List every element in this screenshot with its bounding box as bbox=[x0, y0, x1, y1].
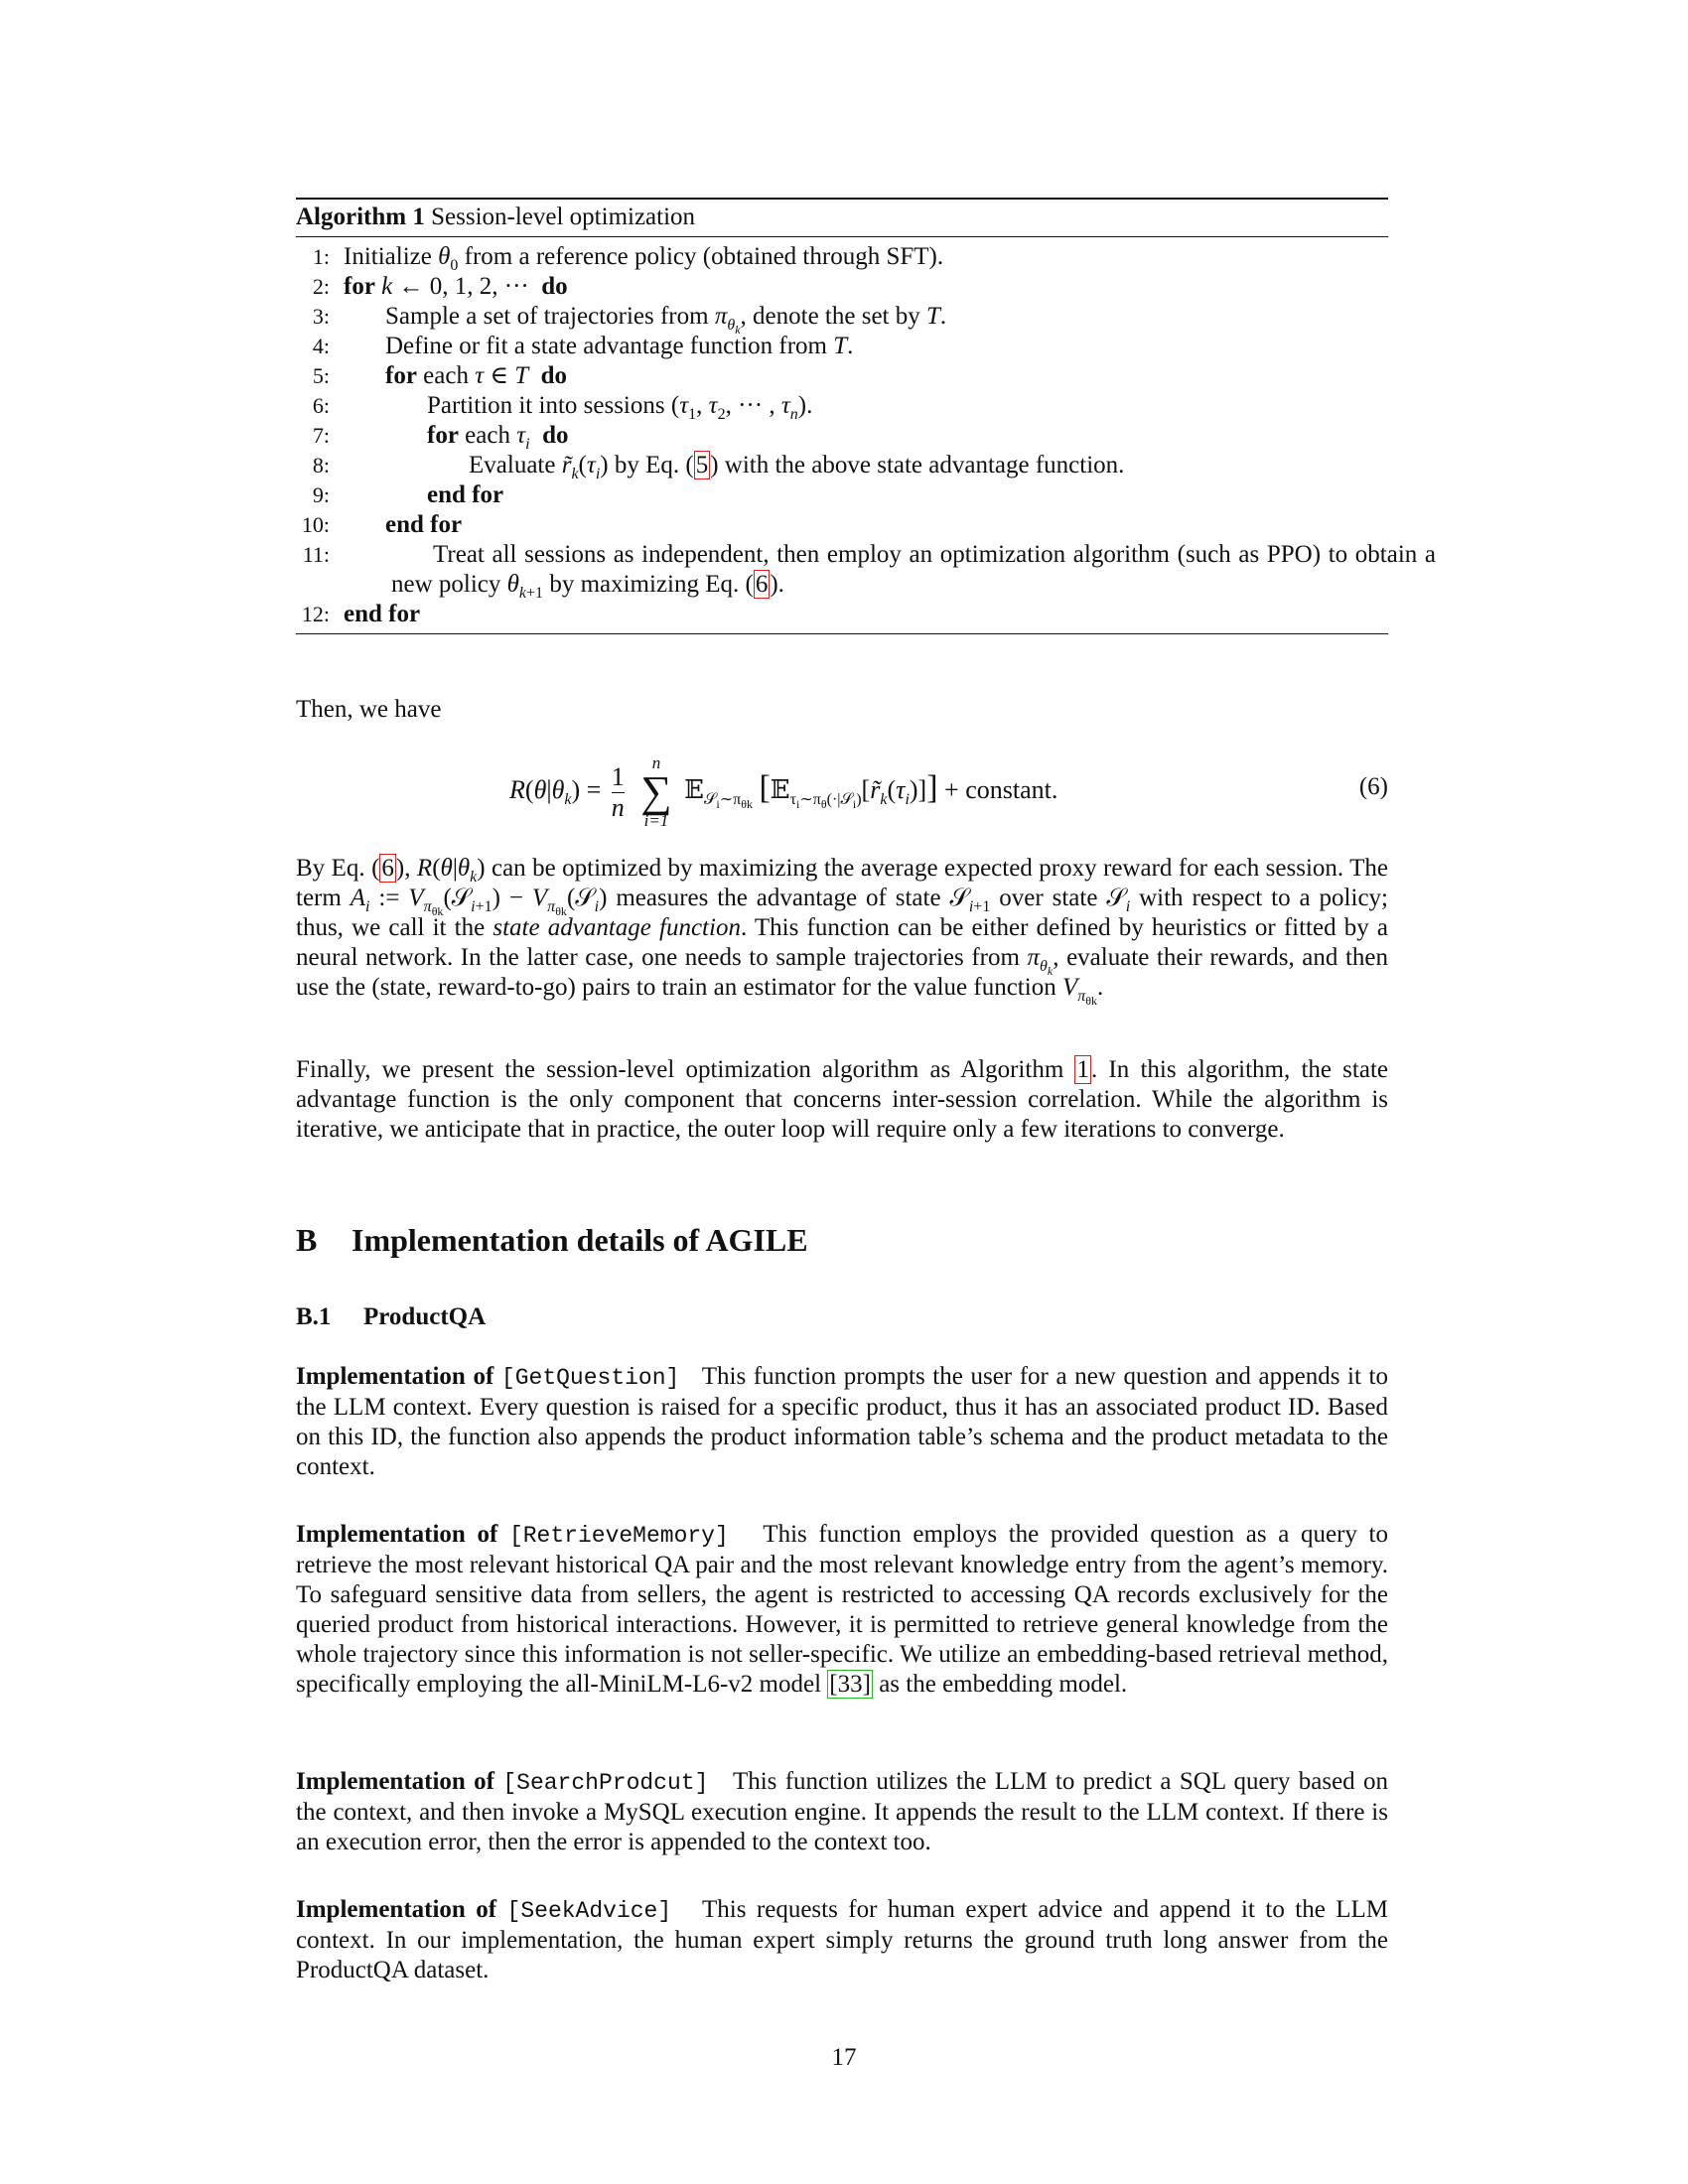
subsection-number: B.1 bbox=[296, 1303, 332, 1330]
equation-number: (6) bbox=[1358, 773, 1388, 800]
algorithm-line bbox=[296, 421, 1388, 451]
line-text: Sample a set of trajectories from $\pi_{\theta_k}$, denote the set by T. bbox=[385, 303, 947, 338]
line-number: 4: bbox=[312, 334, 330, 358]
impl-description: This function utilizes the LLM to predict a SQL query based on the context, and then invoke a MySQL execution engine. It appends the result to the LLM context. If there is an execution error, then the error is appended to the context too. bbox=[296, 1768, 1389, 1855]
algorithm-line bbox=[296, 332, 1388, 361]
algorithm-line bbox=[296, 391, 1388, 421]
line-number: 2: bbox=[312, 274, 330, 299]
algorithm-caption-title: Session-level optimization bbox=[431, 204, 696, 230]
impl-description: This requests for human expert advice and append it to the LLM context. In our implementation, the human expert simply returns the ground truth long answer from the ProductQA dataset. bbox=[296, 1896, 1388, 1983]
line-number: 10: bbox=[301, 512, 330, 537]
algorithm-box bbox=[296, 198, 1436, 634]
line-text: for each $\tau_i$ do bbox=[427, 422, 569, 453]
section-b-heading bbox=[296, 1222, 808, 1258]
algorithm-line bbox=[296, 451, 1388, 480]
algorithm-caption-label: Algorithm 1 bbox=[296, 204, 425, 230]
impl-lead: Implementation of bbox=[296, 1363, 494, 1390]
line-number: 8: bbox=[312, 453, 330, 478]
paragraph-1: By Eq. (6), $R(\theta|\theta_k)$ can be optimized by maximizing the average expected proxy reward for each session. The term $A_i$ := $V_{\pi_{\theta k}}(𝒮_{i+1})$ − $V_{\pi_{\theta k}}(𝒮_i)$ measures the advantage of state 𝒮$_{i+1}$ over state 𝒮$_i$ with respect to a policy; thus, we call it the state advantage function. This function can be either defined by heuristics or fitted by a neural network. In the latter case, one needs to sample trajectories from $\pi_{\theta_k}$, evaluate their rewards, and then use the (state, reward-to-go) pairs to train an estimator for the value function $V_{\pi_{\theta k}}$. bbox=[296, 855, 1388, 1009]
then-we-have-text: Then, we have bbox=[296, 696, 442, 723]
impl-description: This function employs the provided question as a query to retrieve the most relevant historical QA pair and the most relevant knowledge entry from the agent’s memory. To safeguard sensitive data from sellers, the agent is restricted to accessing QA records exclusively for the queried product from historical interactions. However, it is permitted to retrieve general knowledge from the whole trajectory since this information is not seller-specific. We utilize an embedding-based retrieval method, specifically employing the all-MiniLM-L6-v2 model bbox=[296, 1521, 1389, 1698]
algorithm-line bbox=[296, 600, 1388, 629]
impl-lead: Implementation of bbox=[296, 1896, 497, 1923]
line-number: 9: bbox=[312, 482, 330, 507]
citation-link[interactable]: [33] bbox=[829, 1671, 871, 1698]
impl-lead: Implementation of bbox=[296, 1521, 498, 1548]
impl-description-end: as the embedding model. bbox=[879, 1671, 1128, 1698]
line-text: for k ← 0, 1, 2, ··· do bbox=[344, 273, 568, 300]
algorithm-caption bbox=[296, 200, 1388, 236]
impl-function-name: [SeekAdvice] bbox=[506, 1898, 672, 1924]
line-number: 3: bbox=[312, 304, 330, 329]
line-number: 11: bbox=[302, 542, 330, 567]
impl-function-name: [SearchProdcut] bbox=[502, 1770, 709, 1796]
equation-6 bbox=[296, 745, 1388, 834]
line-number: 1: bbox=[312, 244, 330, 269]
algorithm-lines bbox=[296, 237, 1436, 633]
impl-lead: Implementation of bbox=[296, 1768, 494, 1795]
line-text: end for bbox=[385, 511, 463, 538]
impl-function-name: [GetQuestion] bbox=[500, 1365, 680, 1391]
subsection-title: ProductQA bbox=[363, 1303, 487, 1330]
algorithm-bottom-rule bbox=[296, 633, 1388, 634]
line-text: Partition it into sessions ($\tau_1$, $\tau_2$, ··· , $\tau_n$). bbox=[427, 392, 813, 423]
impl-function-name: [RetrieveMemory] bbox=[508, 1523, 729, 1549]
paragraph-2: Finally, we present the session-level optimization algorithm as Algorithm 1. In this algorithm, the state advantage function is the only component that concerns inter-session correlation. While the algorithm is iterative, we anticipate that in practice, the outer loop will require only a few iterations to converge. bbox=[296, 1056, 1388, 1143]
impl-seek-advice bbox=[296, 1895, 1388, 1985]
equation-6-body: $R(\theta|\theta_k)$ = $\frac{1}{n}$ n ∑ i=1 𝔼$_{𝒮_i\sim\pi_{\theta k}}$ $[𝔼_{\tau_i\sim\pi_\theta(\cdot|𝒮_i)}[r̃_k(\tau_i)]]$ + constant. bbox=[509, 753, 1058, 830]
impl-retrieve-memory bbox=[296, 1520, 1388, 1700]
section-title: Implementation details of AGILE bbox=[352, 1222, 808, 1258]
algorithm-line bbox=[296, 510, 1388, 540]
line-number: 5: bbox=[312, 363, 330, 388]
line-text: for each τ ∈ T do bbox=[385, 362, 567, 389]
line-text: end for bbox=[427, 481, 504, 508]
section-number: B bbox=[296, 1222, 318, 1258]
algorithm-line bbox=[296, 272, 1388, 302]
algorithm-line bbox=[296, 540, 1436, 602]
algorithm-line bbox=[296, 242, 1388, 272]
section-b1-heading bbox=[296, 1302, 486, 1332]
line-text: Initialize $\theta_0$ from a reference policy (obtained through SFT). bbox=[344, 243, 944, 274]
impl-get-question bbox=[296, 1362, 1388, 1482]
line-text: end for bbox=[344, 601, 421, 627]
page-number: 17 bbox=[831, 2044, 857, 2071]
line-number: 7: bbox=[312, 423, 330, 448]
line-number: 6: bbox=[312, 393, 330, 418]
impl-description: This function prompts the user for a new question and appends it to the LLM context. Every question is raised for a specific product, thus it has an associated product ID. Based on this ID, the function also appends the product information table’s schema and the product metadata to the context. bbox=[296, 1363, 1389, 1480]
line-text: Define or fit a state advantage function from T. bbox=[385, 333, 854, 359]
line-number: 12: bbox=[301, 602, 330, 626]
algorithm-line bbox=[296, 480, 1388, 510]
summation: n ∑ i=1 bbox=[640, 753, 672, 830]
fraction-1-over-n: $\frac{1}{n}$ bbox=[611, 761, 625, 822]
impl-search-product bbox=[296, 1767, 1388, 1857]
algorithm-line bbox=[296, 361, 1388, 391]
algorithm-line bbox=[296, 302, 1388, 338]
line-text: Evaluate $r̃_k(\tau_i)$ by Eq. (5) with the above state advantage function. bbox=[469, 452, 1125, 482]
line-text: Treat all sessions as independent, then employ an optimization algorithm (such as PPO) to obtain a new policy $\theta_{k+1}$ by maximizing Eq. (6). bbox=[391, 541, 1436, 602]
